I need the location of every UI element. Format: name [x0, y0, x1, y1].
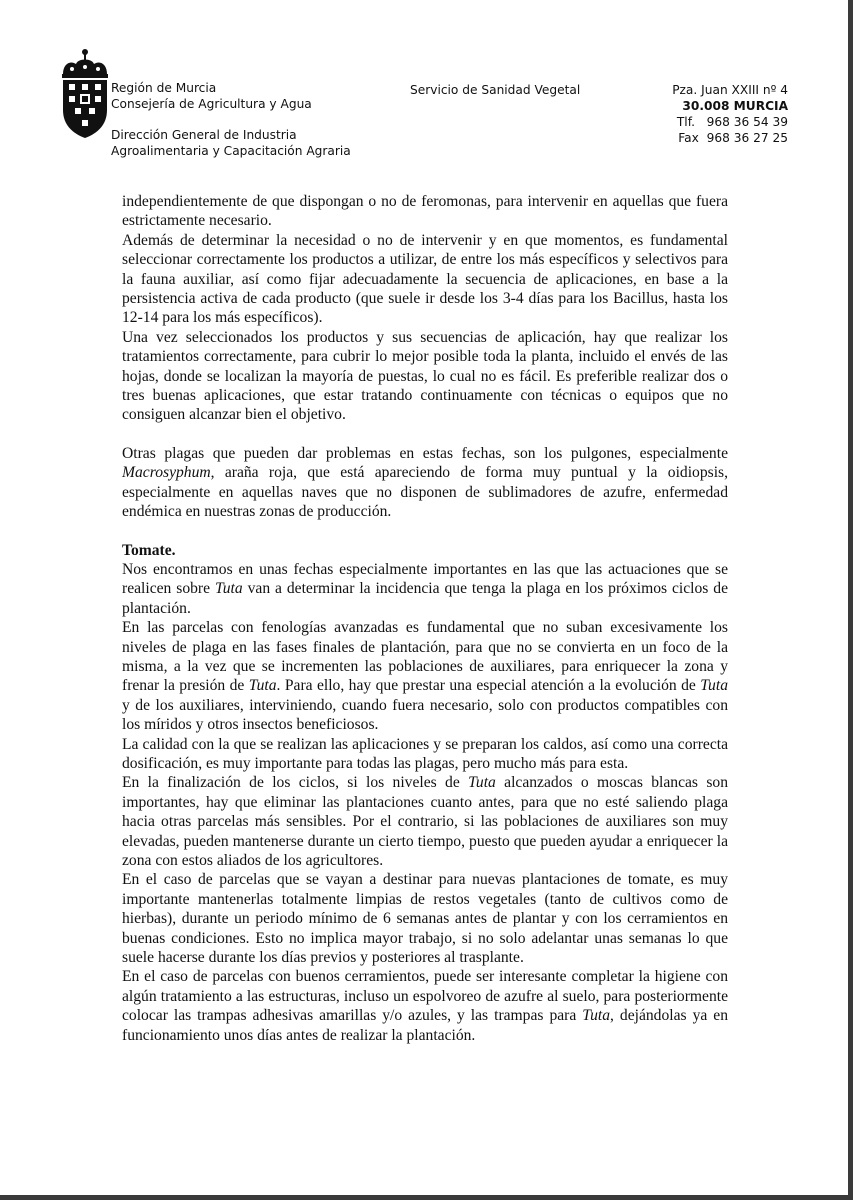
paragraph: La calidad con la que se realizan las aplicaciones y se preparan los caldos, así como una correcta dosificación, es muy importante para todas las plagas, pero mucho más para esta.: [122, 735, 728, 772]
section-heading-tomate: Tomate.: [122, 541, 176, 559]
paragraph: [122, 967, 728, 1045]
text-run: , dejándolas ya en funcionamiento unos días antes de realizar la plantación.: [122, 1007, 729, 1044]
species-name: Macrosyphum: [122, 464, 211, 482]
paragraph: Una vez seleccionados los productos y sus secuencias de aplicación, hay que realizar los tratamientos correctamente, para cubrir lo mejor posible toda la planta, incluido el envés de las hojas, donde se localizan la mayoría de puestas, lo cual no es fácil. Es preferible realizar dos o tres buenas aplicaciones, que estar tratando continuamente con técnicas o equipos que no consiguen alcanzar bien el objetivo.: [122, 328, 728, 424]
department-name: [111, 127, 351, 159]
paragraph: [122, 618, 728, 734]
dept-line-1: Dirección General de Industria: [111, 128, 297, 142]
text-run: , araña roja, que está apareciendo de forma muy puntual y la oidiopsis, especialmente en aquellas naves que no disponen de sublimadores de azufre, enfermedad endémica en nuestras zonas de producción.: [122, 464, 728, 521]
text-run: y de los auxiliares, interviniendo, cuando fuera necesario, solo con productos compatibles con los míridos y otros insectos beneficiosos.: [122, 696, 728, 734]
paragraph: [122, 444, 728, 522]
species-name: Tuta: [582, 1007, 611, 1025]
text-run: Otras plagas que pueden dar problemas en estas fechas, son los pulgones, especialmente: [122, 444, 728, 462]
paragraph: En el caso de parcelas que se vayan a destinar para nuevas plantaciones de tomate, es muy importante mantenerlas totalmente limpias de restos vegetales (tanto de cultivos como de hierbas), durante un periodo mínimo de 6 semanas antes de plantar y con los cerramientos en buenas condiciones. Esto no implica mayor trabajo, si no solo adelantar unas semanas lo que suele hacerse durante los días previos y posteriores al trasplante.: [122, 871, 728, 967]
address-street: Pza. Juan XXIII nº 4: [672, 83, 788, 97]
contact-block: [672, 82, 788, 146]
text-run: alcanzados o moscas blancas son importantes, hay que eliminar las plantaciones cuanto antes, para que no esté saliendo plaga hacia otras parcelas más sensibles. Por el contrario, si las poblaciones de auxiliares son muy elevadas, pueden mantenerse durante un cierto tiempo, puesto que pueden ayudar a enriquecer la zona con estos aliados de los agricultores.: [122, 774, 728, 869]
service-name: Servicio de Sanidad Vegetal: [410, 83, 581, 97]
text-run: En la finalización de los ciclos, si los niveles de: [122, 774, 469, 792]
paragraph: [122, 773, 728, 870]
address-city: 30.008 MURCIA: [682, 99, 788, 113]
paragraph: independientemente de que dispongan o no de feromonas, para intervenir en aquellas que fuera estrictamente necesario.: [122, 193, 728, 230]
species-name: Tuta: [468, 774, 496, 792]
org-line-1: Región de Murcia: [111, 81, 217, 95]
paragraph: [122, 560, 728, 618]
species-name: Tuta: [248, 677, 277, 695]
text-run: En las parcelas con fenologías avanzadas es fundamental que no suban excesivamente los niveles de plaga en las fases finales de plantación, para que no se convierta en un foco de la misma, a la vez que se incrementen las poblaciones de auxiliares, para enriquecer la zona y frenar la presión de: [122, 619, 728, 695]
dept-line-2: Agroalimentaria y Capacitación Agraria: [111, 144, 351, 158]
organization-name: [111, 80, 312, 112]
species-name: Tuta: [700, 677, 728, 695]
org-line-2: Consejería de Agricultura y Agua: [111, 97, 312, 111]
region-crest-logo: [60, 48, 110, 140]
document-body: [122, 192, 728, 1045]
species-name: Tuta: [214, 580, 243, 598]
text-run: En el caso de parcelas con buenos cerramientos, puede ser interesante completar la higiene con algún tratamiento a las estructuras, incluso un espolvoreo de azufre al suelo, para posteriormente colocar las trampas adhesivas amarillas y/o azules, y las trampas para: [122, 968, 728, 1025]
paragraph: Además de determinar la necesidad o no de intervenir y en que momentos, es fundamental seleccionar correctamente los productos a utilizar, de entre los más específicos y selectivos para la fauna auxiliar, así como fijar adecuadamente la secuencia de aplicaciones, en base a la persistencia activa de cada producto (que suele ir desde los 3-4 días para los Bacillus, hasta los 12-14 para los más específicos).: [122, 231, 728, 327]
letterhead: [0, 0, 853, 180]
phone-number: Tlf. 968 36 54 39: [676, 115, 788, 129]
fax-number: Fax 968 36 27 25: [678, 131, 788, 145]
text-run: Nos encontramos en unas fechas especialmente importantes en las que las actuaciones que se realicen sobre: [122, 560, 728, 598]
text-run: . Para ello, hay que prestar una especial atención a la evolución de: [276, 677, 701, 695]
text-run: van a determinar la incidencia que tenga la plaga en los próximos ciclos de plantación.: [122, 580, 728, 617]
